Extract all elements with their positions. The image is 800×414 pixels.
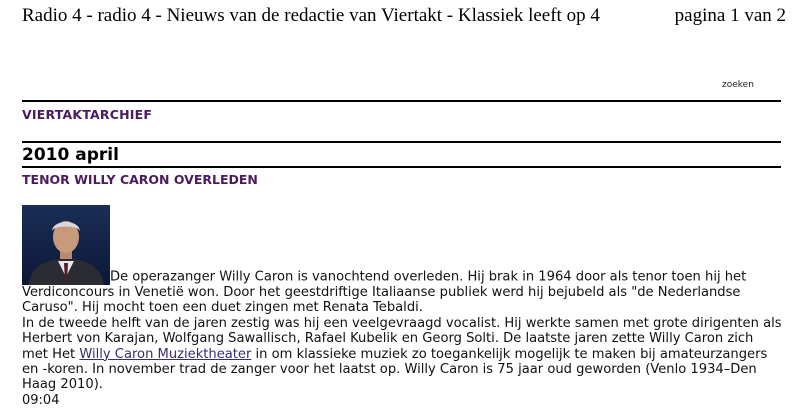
article-paragraph-2-start: In de tweede helft van de jaren zestig was hij een veelgevraagd vocalist. Hij werkte samen met grote dirigenten als Herbert von Karajan, Wolfgang Sawallisch, Rafael Kubelik en Georg Solti. De laatste jaren zette Willy Caron zich met Het (22, 315, 782, 362)
page-number: pagina 1 van 2 (674, 5, 786, 26)
article-paragraph-1 (22, 205, 782, 316)
divider-month (22, 166, 781, 168)
article-paragraph-1-text: De operazanger Willy Caron is vanochtend overleden. Hij brak in 1964 door als tenor toen hij het Verdiconcours in Venetië won. Door het geestdriftige Italiaanse publiek werd hij bejubeld als "de Nederlandse Caruso". Hij mocht toen een duet zingen met Renata Tebaldi. (22, 269, 747, 316)
article-body (22, 205, 782, 408)
divider-section (22, 141, 781, 143)
article-paragraph-2-end: in om klassieke muziek zo toegankelijk mogelijk te maken bij amateurzangers en -koren. In november trad de zanger voor het laatst op. Willy Caron is 75 jaar oud geworden (Venlo 1934–Den Haag 2010). (22, 346, 768, 393)
print-header (22, 4, 786, 28)
print-header-title: Radio 4 - radio 4 - Nieuws van de redactie van Viertakt - Klassiek leeft op 4 (22, 5, 600, 26)
month-heading: 2010 april (22, 145, 119, 165)
divider-top (22, 100, 781, 102)
article-title: TENOR WILLY CARON OVERLEDEN (22, 172, 258, 187)
portrait-photo-icon (22, 205, 110, 285)
article-paragraph-2 (22, 316, 782, 393)
section-label: VIERTAKTARCHIEF (22, 107, 153, 122)
article-timestamp: 09:04 (22, 392, 60, 408)
search-link[interactable]: zoeken (722, 80, 754, 90)
muziektheater-link[interactable]: Willy Caron Muziektheater (79, 346, 252, 362)
